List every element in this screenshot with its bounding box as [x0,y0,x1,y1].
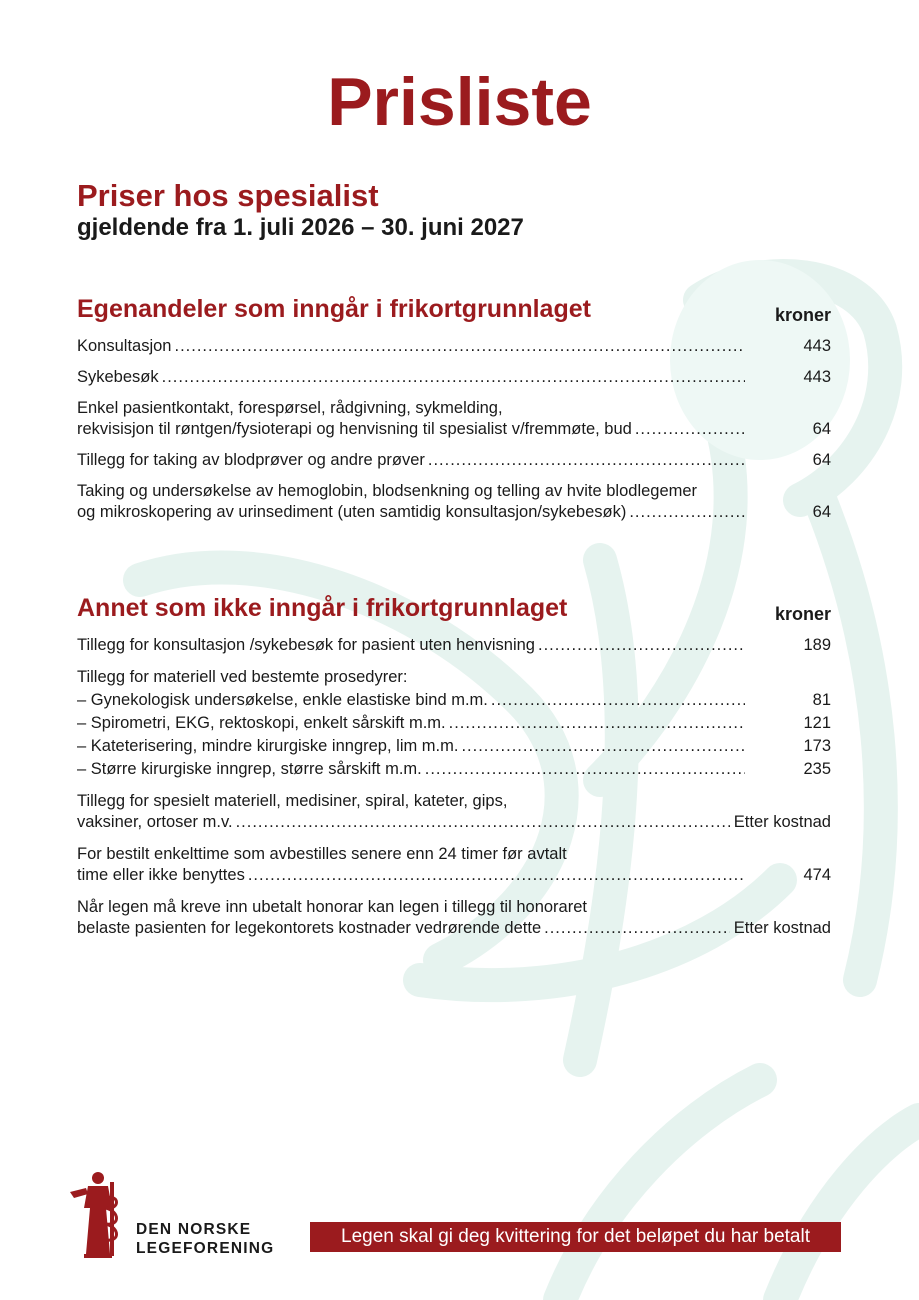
section-other [77,595,831,939]
row-label: Konsultasjon [77,337,172,355]
price-row [77,367,831,388]
price-row [77,736,831,757]
section-title: Annet som ikke inngår i frikortgrunnlaget [77,594,568,622]
row-label: – Større kirurgiske inngrep, større sårskift m.m. [77,760,422,778]
row-label-line1: For bestilt enkelttime som avbestilles senere enn 24 timer før avtalt [77,845,567,863]
subtitle-heading: Priser hos spesialist [77,178,379,213]
section-unit: kroner [774,604,831,624]
row-value: 64 [812,503,831,521]
price-row [77,844,831,886]
row-value: Etter kostnad [733,813,831,831]
row-label: – Kateterisering, mindre kirurgiske inngrep, lim m.m. [77,737,459,755]
row-label: Tillegg for konsultasjon /sykebesøk for pasient uten henvisning [77,636,535,654]
subtitle-block [77,178,524,242]
subtitle-period: gjeldende fra 1. juli 2026 – 30. juni 2027 [77,214,524,241]
price-row [77,398,831,440]
row-label: og mikroskopering av urinsediment (uten samtidig konsultasjon/sykebesøk) [77,503,627,521]
row-value: 235 [803,760,831,778]
price-row-intro [77,667,831,688]
row-label: – Spirometri, EKG, rektoskopi, enkelt sårskift m.m. [77,714,446,732]
row-label: time eller ikke benyttes [77,866,245,884]
price-row [77,450,831,471]
price-row [77,791,831,833]
row-label-line1: Når legen må kreve inn ubetalt honorar kan legen i tillegg til honoraret [77,898,587,916]
row-label: belaste pasienten for legekontorets kostnader vedrørende dette [77,919,542,937]
price-row [77,481,831,523]
section-title: Egenandeler som inngår i frikortgrunnlaget [77,295,591,323]
page-title: Prisliste [327,64,592,140]
row-value: 121 [803,714,831,732]
row-value: 173 [803,737,831,755]
row-label: vaksiner, ortoser m.v. [77,813,233,831]
price-row [77,635,831,656]
row-label: rekvisisjon til røntgen/fysioterapi og henvisning til spesialist v/fremmøte, bud [77,420,632,438]
row-intro: Tillegg for materiell ved bestemte prosedyrer: [77,668,408,686]
row-value: 64 [812,420,831,438]
row-label-line1: Taking og undersøkelse av hemoglobin, blodsenkning og telling av hvite blodlegemer [77,482,698,500]
asclepius-figure-icon [66,1168,128,1260]
row-value: 474 [803,866,831,884]
row-value: 81 [812,691,831,709]
row-label-line1: Tillegg for spesielt materiell, medisiner, spiral, kateter, gips, [77,792,508,810]
price-row [77,713,831,734]
logo-line1: DEN NORSKE [136,1221,252,1238]
legeforening-logo [66,1168,274,1260]
row-value: 443 [803,337,831,355]
row-value: Etter kostnad [733,919,831,937]
section-frikort [77,296,831,523]
price-row [77,759,831,780]
price-row [77,690,831,711]
row-label: – Gynekologisk undersøkelse, enkle elastiske bind m.m. [77,691,488,709]
row-value: 443 [803,368,831,386]
section-unit: kroner [774,305,831,325]
row-label-line1: Enkel pasientkontakt, forespørsel, rådgivning, sykmelding, [77,399,503,417]
row-label: Sykebesøk [77,368,159,386]
logo-line2: LEGEFORENING [136,1240,275,1257]
receipt-banner: Legen skal gi deg kvittering for det beløpet du har betalt [310,1222,841,1252]
row-value: 64 [812,451,831,469]
row-value: 189 [803,636,831,654]
row-label: Tillegg for taking av blodprøver og andre prøver [77,451,425,469]
price-row [77,336,831,357]
price-row [77,897,831,939]
